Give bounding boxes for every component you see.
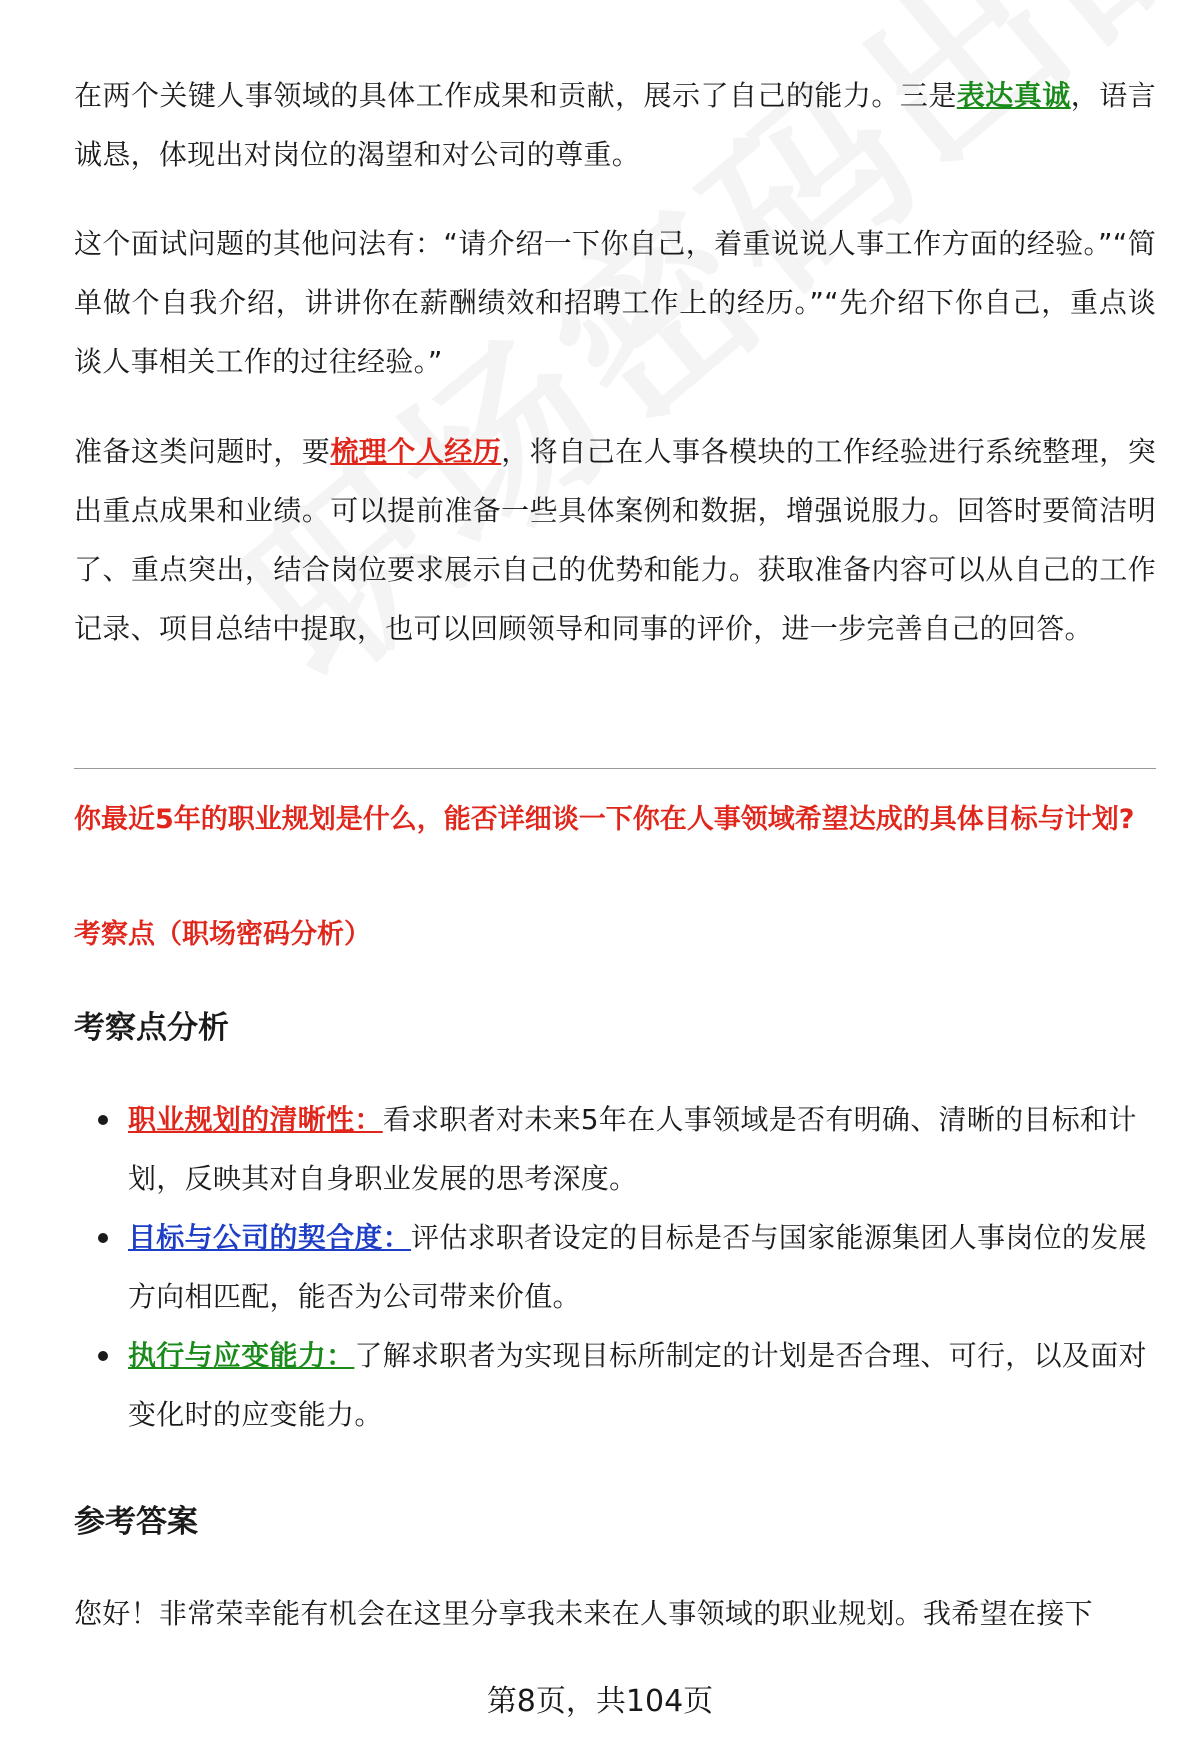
highlight-experience: 梳理个人经历	[330, 435, 502, 468]
paragraph-sincerity: 在两个关键人事领域的具体工作成果和贡献，展示了自己的能力。三是表达真诚，语言诚恳，体现出对岗位的渴望和对公司的尊重。	[74, 79, 1157, 171]
bullet-icon	[98, 1351, 108, 1361]
bullet-icon	[98, 1115, 108, 1125]
point-title: 执行与应变能力：	[128, 1339, 355, 1372]
list-item	[74, 1208, 1156, 1326]
highlight-sincerity: 表达真诚	[956, 79, 1071, 112]
analysis-points-list	[74, 1090, 1156, 1444]
paragraph-alternative-questions: 这个面试问题的其他问法有：“请介绍一下你自己，着重说说人事工作方面的经验。”“简单做个自我介绍，讲讲你在薪酬绩效和招聘工作上的经历。”“先介绍下你自己，重点谈谈人事相关工作的过往经验。”	[74, 227, 1156, 378]
point-text: 评估求职者设定的目标是否与国家能源集团人事岗位的发展方向相匹配，能否为公司带来价值。	[128, 1221, 1147, 1313]
answer-paragraph: 您好！非常荣幸能有机会在这里分享我未来在人事领域的职业规划。我希望在接下	[74, 1597, 1093, 1630]
exam-point-label: 考察点（职场密码分析）	[74, 919, 371, 950]
list-item	[74, 1326, 1156, 1444]
bullet-icon	[98, 1233, 108, 1243]
analysis-heading: 考察点分析	[74, 1010, 229, 1046]
page-number: 第8页，共104页	[486, 1684, 714, 1719]
section-divider	[74, 768, 1156, 769]
point-text: 了解求职者为实现目标所制定的计划是否合理、可行，以及面对变化时的应变能力。	[128, 1339, 1147, 1431]
point-text: 看求职者对未来5年在人事领域是否有明确、清晰的目标和计划，反映其对自身职业发展的思考深度。	[128, 1103, 1137, 1195]
answer-heading: 参考答案	[74, 1504, 198, 1540]
paragraph-preparation: 准备这类问题时，要梳理个人经历，将自己在人事各模块的工作经验进行系统整理，突出重点成果和业绩。可以提前准备一些具体案例和数据，增强说服力。回答时要简洁明了、重点突出，结合岗位要求展示自己的优势和能力。获取准备内容可以从自己的工作记录、项目总结中提取，也可以回顾领导和同事的评价，进一步完善自己的回答。	[74, 435, 1157, 645]
point-title: 目标与公司的契合度：	[128, 1221, 412, 1254]
point-title: 职业规划的清晰性：	[128, 1103, 383, 1136]
list-item	[74, 1090, 1156, 1208]
interview-question: 你最近5年的职业规划是什么，能否详细谈一下你在人事领域希望达成的具体目标与计划?	[74, 804, 1135, 835]
